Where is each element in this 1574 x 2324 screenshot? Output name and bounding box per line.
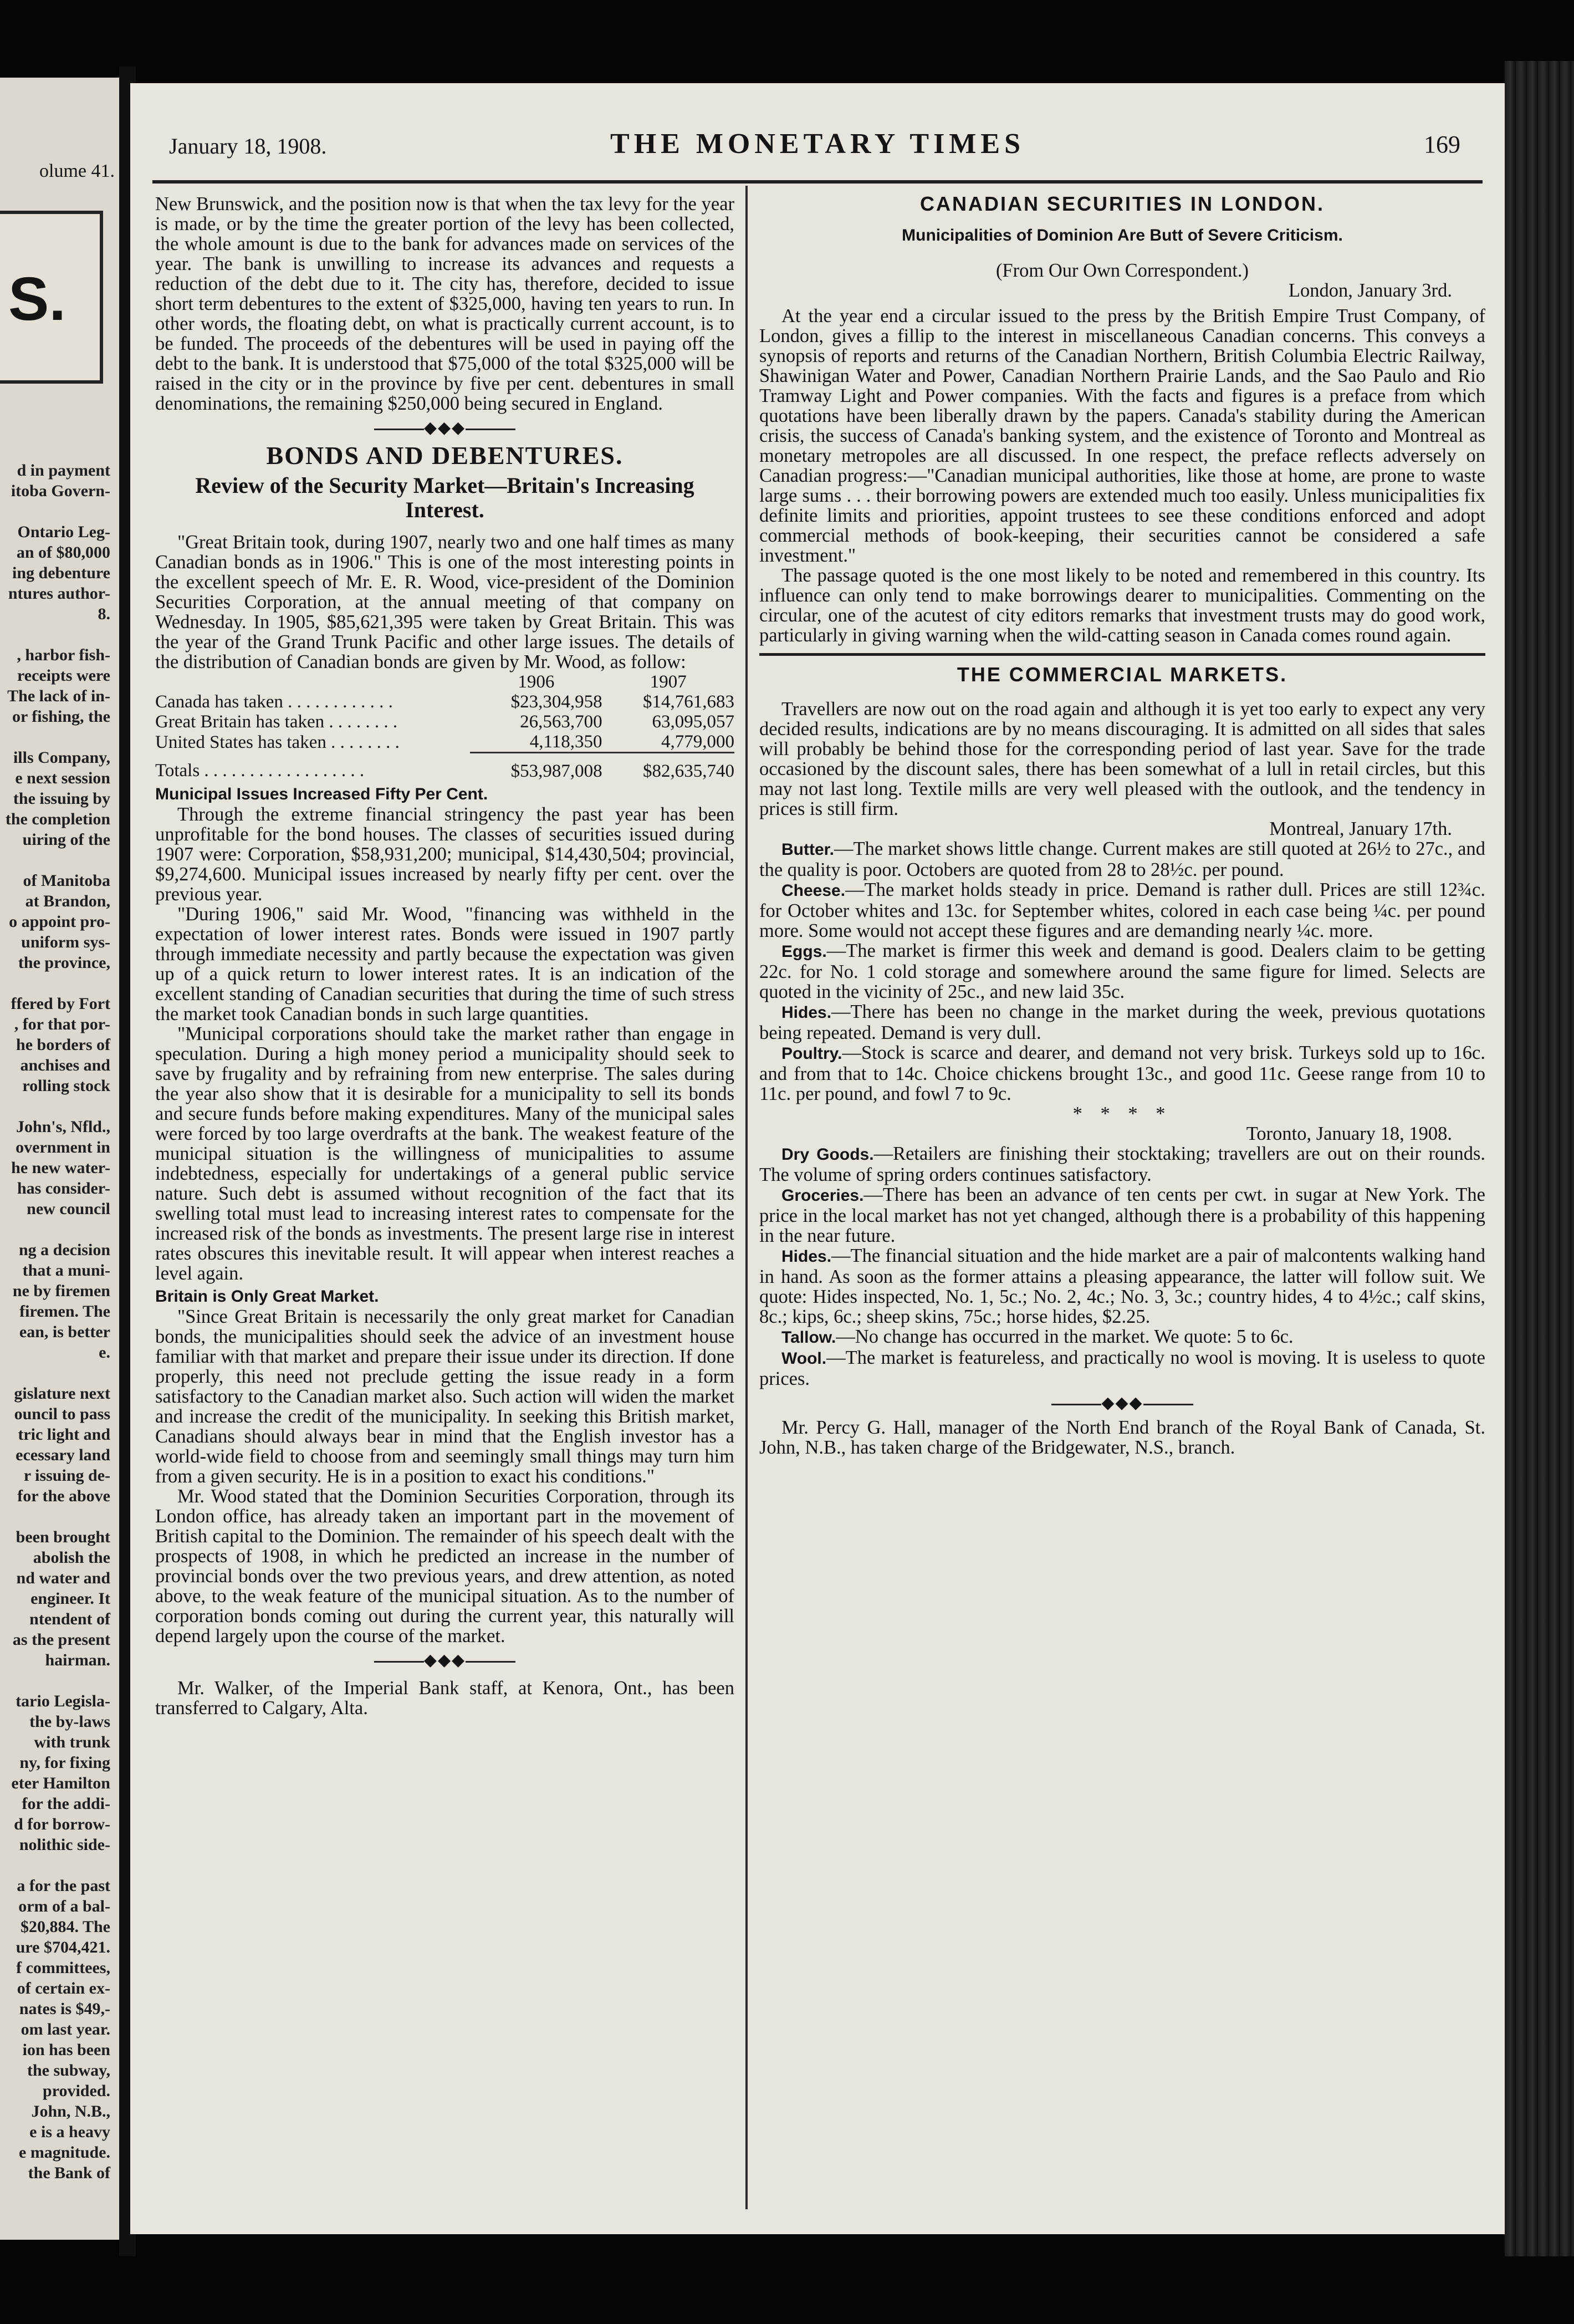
adjacent-text-line: ng a decision [18, 1241, 110, 1259]
adjacent-text-line: om last year. [21, 2020, 110, 2038]
market-item-label: Eggs. [781, 942, 827, 961]
market-item-text: —The market is featureless, and practically no wool is moving. It is useless to quote prices. [759, 1347, 1485, 1389]
adjacent-text-line [0, 1363, 115, 1383]
intro-paragraph: New Brunswick, and the position now is that when the tax levy for the year is made, or by the time the greater portion of the levy has been collected, the whole amount is due to the bank for advances made on services of the year. The bank is unwilling to increase its advances and requests a reduction of the debt due to it. The city has, therefore, decided to issue short term debentures to the extent of $325,000, having ten years to run. In other words, the floating debt, on what is practically current account, is to be funded. The proceeds of the debentures will be used in paying off the debt to the bank. It is understood that $75,000 of the total $325,000 will be raised in the city or in the province by five per cent. debentures in small denominations, the remaining $250,000 being secured in England. [155, 193, 734, 414]
adjacent-text-line: anchises and [20, 1056, 110, 1074]
adjacent-text-line: he new water- [11, 1159, 110, 1177]
adjacent-text-line: $20,884. The [21, 1918, 110, 1936]
adjacent-text-line: engineer. It [30, 1589, 110, 1608]
adjacent-text-line: a for the past [17, 1877, 110, 1895]
row-label: Canada has taken . . . . . . . . . . . . [155, 692, 393, 712]
adjacent-volume-label: olume 41. [39, 161, 115, 181]
market-item-label: Wool. [781, 1349, 827, 1368]
market-item-text: —There has been no change in the market during the week, previous quotations being repeated. Demand is very dull. [759, 1001, 1485, 1043]
adjacent-text-line: e is a heavy [29, 2123, 110, 2141]
article-paragraph: The passage quoted is the one most likely to be noted and remembered in this country. Its influence can only tend to make borrowings dearer to municipalities. Commenting on the circular, one of the acutest of city editors remarks that investment trusts may do good work, particularly in giving warning when the wild-catting season in Canada comes round again. [759, 565, 1485, 646]
header-rule [152, 180, 1483, 184]
adjacent-text-line [0, 624, 115, 645]
adjacent-text-line: an of $80,000 [16, 543, 110, 562]
adjacent-text-line: John, N.B., [31, 2102, 110, 2121]
adjacent-text-line: o appoint pro- [9, 913, 110, 931]
market-item-text: —Stock is scarce and dearer, and demand not very brisk. Turkeys sold up to 16c. and from that to 14c. Choice chickens brought 13c., and good 11c. Geese range from 10 to 11c. per pound, and fowl 7 to 9c. [759, 1042, 1485, 1104]
adjacent-text-line: receipts were [17, 666, 110, 685]
adjacent-text-line [0, 1670, 115, 1691]
adjacent-text-line: 8. [98, 605, 110, 623]
toronto-market-list [759, 1144, 1485, 1389]
market-item [759, 839, 1485, 880]
value-1907: 63,095,057 [652, 712, 734, 732]
adjacent-text-line [0, 850, 115, 870]
table-row [155, 692, 734, 712]
adjacent-text-line: rolling stock [22, 1077, 110, 1095]
adjacent-text-line: the issuing by [13, 789, 110, 808]
personnel-note: Mr. Walker, of the Imperial Bank staff, at Kenora, Ont., has been transferred to Calgary, Alta. [155, 1678, 734, 1719]
adjacent-text-line: the completion [5, 810, 110, 828]
adjacent-text-line: ean, is better [19, 1323, 110, 1341]
subheading-britain: Britain is Only Great Market. [155, 1287, 379, 1306]
adjacent-text-line: ills Company, [13, 748, 110, 767]
adjacent-text-line [0, 1506, 115, 1527]
adjacent-text-line: been brought [16, 1528, 110, 1546]
markets-intro: Travellers are now out on the road again and although it is yet too early to expect any very decided results, indications are by no means discouraging. It is admitted on all sides that sales will probably be behind those for the corresponding period of last year. Save for the trade occasioned by the discount sales, there has been somewhat of a lull in retail circles, but this may not last long. Textile mills are very well pleased with the outlook, and the tendency in prices is still firm. [759, 699, 1485, 819]
table-col-1907: 1907 [650, 672, 687, 692]
column-divider [745, 186, 748, 2209]
toronto-dateline: Toronto, January 18, 1908. [1246, 1123, 1452, 1144]
section-rule [759, 653, 1485, 656]
adjacent-text-line: The lack of in- [7, 687, 110, 705]
adjacent-page-box [0, 211, 103, 384]
table-row [155, 732, 734, 753]
book-binding-edge [1505, 61, 1574, 2256]
section-subtitle: Review of the Security Market—Britain's Increasing Interest. [195, 473, 694, 522]
value-1906: 4,118,350 [529, 732, 602, 752]
total-label: Totals . . . . . . . . . . . . . . . . . . [155, 761, 365, 781]
page-header [152, 128, 1483, 161]
adjacent-text-line: new council [27, 1200, 110, 1218]
adjacent-text-line: ecessary land [16, 1446, 110, 1464]
market-item [759, 1002, 1485, 1043]
market-item [759, 941, 1485, 1002]
adjacent-text-line: for the addi- [22, 1795, 110, 1813]
market-item [759, 1144, 1485, 1185]
adjacent-text-line: Ontario Leg- [17, 523, 110, 541]
adjacent-text-line: gislature next [14, 1384, 110, 1403]
market-item [759, 1185, 1485, 1246]
adjacent-text-line: ffered by Fort [11, 995, 110, 1013]
adjacent-text-line: as the present [12, 1630, 110, 1649]
market-item-text: —No change has occurred in the market. We quote: 5 to 6c. [836, 1326, 1294, 1347]
market-item [759, 880, 1485, 941]
value-1906: 26,563,700 [520, 712, 602, 732]
market-item-text: —Retailers are finishing their stocktaking; travellers are out on their rounds. The volume of spring orders continues satisfactory. [759, 1143, 1485, 1185]
ornament-divider: ◆◆◆ [155, 418, 734, 438]
adjacent-text-line: ntures author- [8, 584, 110, 603]
adjacent-text-line [0, 1855, 115, 1875]
adjacent-text-line: firemen. The [19, 1302, 110, 1321]
adjacent-text-line [0, 1219, 115, 1240]
article-paragraph: At the year end a circular issued to the press by the British Empire Trust Company, of London, gives a fillip to the interest in miscellaneous Canadian concerns. This conveys a synopsis of reports and returns of the Canadian Northern, British Columbia Electric Railway, Shawinigan Water and Power, Canadian Northern Prairie Lands, and the Sao Paulo and Rio Tramway Light and Power companies. With the facts and figures is a preface from which quotations have been liberally drawn by the papers. Canada's stability during the American crisis, the success of Canada's banking system, and the existence of Toronto and Montreal as monetary metropoles are all discussed. In one respect, the preface reflects adversely on Canadian progress:—"Canadian municipal authorities, like those at home, are prone to waste large sums . . . their borrowing powers are extended much too easily. Unless municipalities fix definite limits and priorities, appoint trustees to see these conditions enforced and adopt commercial methods of book-keeping, their securities cannot be considered a safe investment." [759, 305, 1485, 566]
newspaper-page [130, 83, 1505, 2234]
adjacent-text-line [0, 1096, 115, 1117]
article-paragraph: "Great Britain took, during 1907, nearly two and one half times as many Canadian bonds as in 1906." This is one of the most interesting points in the excellent speech of Mr. E. R. Wood, vice-president of the Dominion Securities Corporation, at the annual meeting of that company on Wednesday. In 1905, $85,621,395 were taken by Great Britain. This was the year of the Grand Trunk Pacific and other large issues. The details of the distribution of Canadian bonds are given by Mr. Wood, as follow: [155, 532, 734, 672]
adjacent-text-line: tric light and [18, 1425, 110, 1444]
adjacent-text-line: d for borrow- [14, 1815, 110, 1833]
adjacent-text-line: abolish the [33, 1548, 110, 1567]
section-title: BONDS AND DEBENTURES. [266, 441, 624, 470]
personnel-note: Mr. Percy G. Hall, manager of the North End branch of the Royal Bank of Canada, St. John, N.B., has taken charge of the Bridgewater, N.S., branch. [759, 1417, 1485, 1458]
adjacent-text-line: ouncil to pass [14, 1405, 110, 1423]
market-item-label: Hides. [781, 1247, 832, 1266]
value-1907: 4,779,000 [661, 732, 734, 752]
subheading-municipal: Municipal Issues Increased Fifty Per Cent. [155, 785, 488, 803]
article-paragraph: "Municipal corporations should take the market rather than engage in speculation. During a high money period a municipality should seek to save by frugality and by refraining from new enterprise. The sales during the year also show that it is desirable for a municipality to sell its bonds and secure funds before making expenditures. Many of the municipal sales were forced by too large overdrafts at the bank. The weakest feature of the municipal situation is the willingness of municipalities to assume indebtedness, especially for undertakings of a general public service nature. Such debt is assumed without recognition of the fact that its swelling total must lead to increasing interest rates to compensate for the increased risk of the bonds as investments. The present large rise in interest rates obscures this inevitable result. It will appear when interest reaches a level again. [155, 1023, 734, 1284]
adjacent-text-line: eter Hamilton [11, 1774, 110, 1792]
adjacent-text-line: or fishing, the [12, 707, 110, 726]
adjacent-text-line [0, 973, 115, 993]
adjacent-text-line: the province, [18, 954, 110, 972]
adjacent-text-line: , for that por- [14, 1015, 110, 1033]
total-1907: $82,635,740 [602, 753, 734, 782]
adjacent-text-line: ntendent of [29, 1610, 110, 1628]
market-item [759, 1246, 1485, 1327]
article-paragraph: "During 1906," said Mr. Wood, "financing was withheld in the expectation of lower interest rates. Bonds were issued in 1907 partly through immediate necessity and partly because the expectation was given up of a quick return to lower interest rates. It is an indication of the excellent standing of Canadian securities that during the time of such stress the market took Canadian bonds in such large quantities. [155, 904, 734, 1025]
market-item-label: Groceries. [781, 1186, 864, 1205]
table-total-row [155, 753, 734, 782]
ornament-divider: ◆◆◆ [155, 1650, 734, 1670]
adjacent-text-line: e magnitude. [19, 2143, 110, 2162]
adjacent-text-line: e next session [15, 769, 110, 787]
london-article-title: CANADIAN SECURITIES IN LONDON. [919, 192, 1325, 215]
london-article-subtitle: Municipalities of Dominion Are Butt of Severe Criticism. [902, 226, 1343, 244]
market-item [759, 1327, 1485, 1348]
market-item-label: Tallow. [781, 1328, 836, 1347]
row-label: United States has taken . . . . . . . . [155, 732, 400, 752]
adjacent-text-line: of certain ex- [17, 1979, 110, 1997]
adjacent-text-line: hairman. [45, 1651, 110, 1669]
montreal-dateline: Montreal, January 17th. [1269, 818, 1452, 839]
adjacent-text-line: ure $704,421. [16, 1938, 110, 1956]
adjacent-text-line [0, 727, 115, 747]
adjacent-text-line: orm of a bal- [18, 1897, 110, 1915]
adjacent-text-line: itoba Govern- [11, 482, 110, 500]
adjacent-page-fragment [0, 78, 119, 2240]
adjacent-text-line: the subway, [27, 2061, 110, 2080]
adjacent-text-line: d in payment [17, 461, 110, 480]
adjacent-text-line: nolithic side- [19, 1836, 110, 1854]
adjacent-text-line: John's, Nfld., [16, 1118, 110, 1136]
market-item [759, 1348, 1485, 1389]
header-date: January 18, 1908. [169, 134, 327, 159]
right-column [759, 194, 1485, 1457]
total-1906: $53,987,008 [470, 753, 602, 782]
adjacent-text-line: at Brandon, [25, 892, 110, 910]
byline: (From Our Own Correspondent.) [995, 260, 1249, 281]
adjacent-text-line: uniform sys- [21, 933, 110, 951]
adjacent-text-line: ion has been [22, 2041, 110, 2059]
article-paragraph: Through the extreme financial stringency the past year has been unprofitable for the bond houses. The classes of securities issued during 1907 were: Corporation, $58,931,200; municipal, $14,430,504; provincial, $9,274,600. Municipal issues increased by nearly fifty per cent. over the previous year. [155, 804, 734, 905]
table-col-1906: 1906 [518, 672, 555, 692]
page-number: 169 [1424, 131, 1460, 158]
ornament-divider: ◆◆◆ [759, 1393, 1485, 1413]
adjacent-text-line: overnment in [16, 1138, 110, 1156]
market-item-text: —There has been an advance of ten cents per cwt. in sugar at New York. The price in the local market has not yet changed, although there is a probability of this happening in the near future. [759, 1184, 1485, 1246]
left-column [155, 194, 734, 1718]
adjacent-text-line: provided. [43, 2082, 110, 2100]
star-divider: * * * * [1072, 1103, 1172, 1124]
article-paragraph: Mr. Wood stated that the Dominion Securities Corporation, through its London office, has already taken an important part in the movement of British capital to the Dominion. The remainder of his speech dealt with the prospects of 1908, in which he predicted an increase in the number of provincial bonds over the two previous years, and drew attention, as noted above, to the weak feature of the municipal situation. As to the number of corporation bonds coming out during the current year, this naturally will depend largely upon the course of the market. [155, 1486, 734, 1647]
market-item-text: —The market holds steady in price. Demand is rather dull. Prices are still 12¾c. for October whites and 13c. for September whites, colored in each case being ¼c. per pound more. Some would not accept these figures and are demanding nearly ¼c. more. [759, 879, 1485, 941]
market-item-text: —The financial situation and the hide market are a pair of malcontents walking hand in hand. As soon as the former attains a pleasing appearance, the latter will follow suit. We quote: Hides inspected, No. 1, 5c.; No. 2, 4c.; No. 3, 3c.; country hides, 4 to 4½c.; calf skins, 8c.; kips, 6c.; sheep skins, 75c.; horse hides, $2.25. [759, 1245, 1485, 1327]
adjacent-text-line: nates is $49,- [19, 2000, 110, 2018]
adjacent-text-line: that a muni- [22, 1261, 110, 1280]
adjacent-box-letter: S. [8, 265, 66, 333]
adjacent-text-line: with trunk [34, 1733, 110, 1751]
bond-distribution-table [155, 672, 734, 781]
article-paragraph: "Since Great Britain is necessarily the only great market for Canadian bonds, the municipalities should seek the advice of an investment house familiar with that market and prepare their issue under its direction. If done properly, this need not preclude getting the issue ready in a form satisfactory to the Canadian market also. Such action will widen the market and increase the credit of the municipality. In seeking this British market, Canadians should always bear in mind that the English investor has a world-wide field to choose from and seemingly small things may turn him from a given security. He is in a position to exact his conditions." [155, 1306, 734, 1487]
adjacent-text-line: r issuing de- [23, 1466, 110, 1485]
adjacent-text-line: e. [99, 1343, 110, 1362]
market-item-label: Dry Goods. [781, 1145, 874, 1164]
adjacent-text-line [0, 501, 115, 522]
adjacent-text-line: ing debenture [12, 564, 110, 582]
value-1906: $23,304,958 [510, 692, 602, 712]
market-item-text: —The market shows little change. Current makes are still quoted at 26½ to 27c., and the quality is poor. Octobers are quoted from 28 to 28½c. per pound. [759, 838, 1485, 880]
market-item-label: Butter. [781, 840, 835, 859]
adjacent-text-line: the Bank of [28, 2164, 110, 2182]
adjacent-text-line: ny, for fixing [19, 1754, 110, 1772]
market-item-text: —The market is firmer this week and demand is good. Dealers claim to be getting 22c. for No. 1 cold storage and somewhere around the same figure for limed. Selects are quoted in the vicinity of 25c., and new laid 35c. [759, 940, 1485, 1002]
market-item-label: Hides. [781, 1003, 832, 1022]
adjacent-text-line: , harbor fish- [17, 646, 110, 664]
adjacent-text-line: the by-laws [29, 1713, 110, 1731]
adjacent-text-line: nd water and [16, 1569, 110, 1587]
dateline: London, January 3rd. [1288, 280, 1452, 301]
markets-title: THE COMMERCIAL MARKETS. [957, 663, 1288, 686]
table-header-row [155, 672, 734, 692]
adjacent-text-line: he borders of [16, 1036, 110, 1054]
market-item-label: Poultry. [781, 1044, 842, 1063]
market-item-label: Cheese. [781, 881, 846, 900]
adjacent-text-line: for the above [17, 1487, 110, 1505]
adjacent-text-line: has consider- [17, 1179, 110, 1197]
adjacent-text-line: f committees, [16, 1959, 110, 1977]
market-item [759, 1043, 1485, 1104]
adjacent-page-text [0, 460, 115, 2183]
adjacent-text-line: tario Legisla- [16, 1692, 110, 1710]
adjacent-text-line: uiring of the [22, 830, 110, 849]
row-label: Great Britain has taken . . . . . . . . [155, 712, 398, 732]
value-1907: $14,761,683 [643, 692, 734, 712]
adjacent-text-line: of Manitoba [23, 872, 110, 890]
table-row [155, 712, 734, 732]
adjacent-text-line: ne by firemen [12, 1282, 110, 1300]
montreal-market-list [759, 839, 1485, 1104]
publication-title: THE MONETARY TIMES [610, 128, 1025, 160]
